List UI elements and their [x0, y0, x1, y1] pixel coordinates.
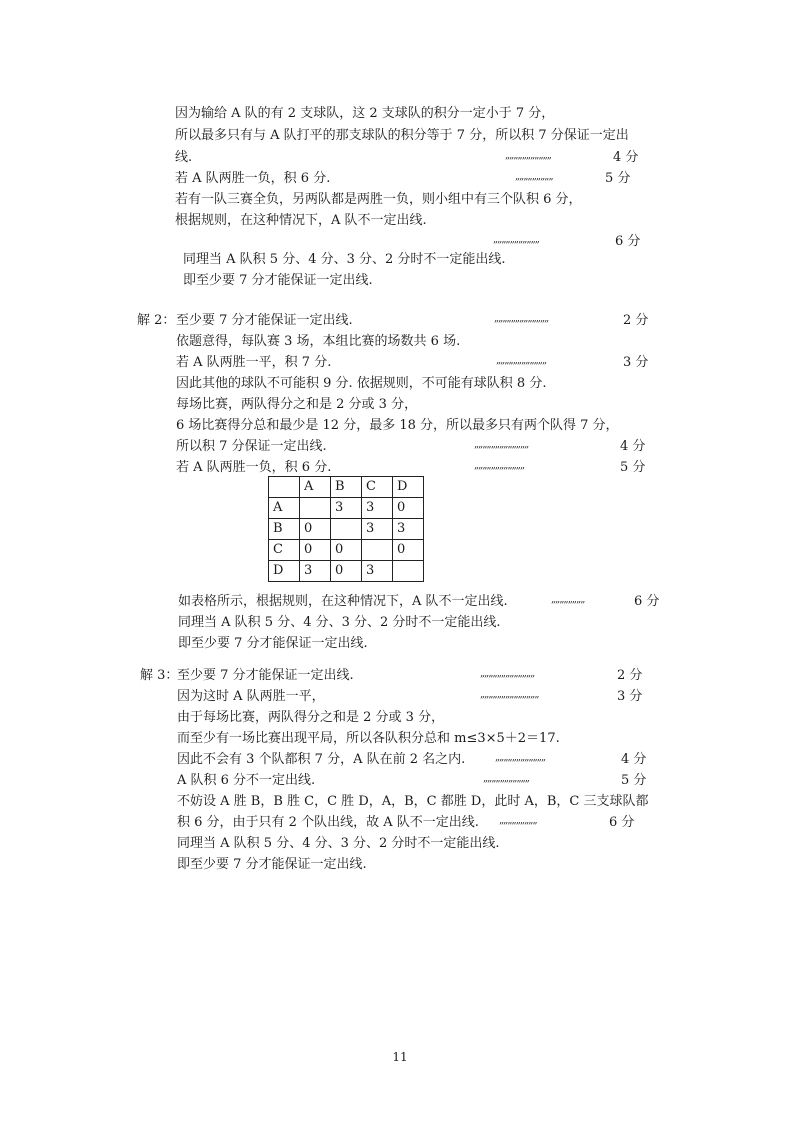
table-cell	[393, 561, 424, 582]
table-cell	[331, 519, 362, 540]
text-line: 至少要 7 分才能保证一定出线. „„„„„„„„„„„„„ 2 分	[176, 311, 656, 331]
table-cell: C	[269, 540, 300, 561]
table-cell: 3	[362, 519, 393, 540]
table-row	[269, 561, 424, 582]
score-table	[268, 476, 424, 582]
dot-leader: „„„„„„„„„„„„„	[480, 668, 535, 679]
table-cell: B	[331, 477, 362, 498]
table-cell	[300, 498, 331, 519]
table-cell: 3	[362, 498, 393, 519]
table-row	[269, 519, 424, 540]
text-line: 如表格所示，根据规则，在这种情况下，A 队不一定出线. „„„„„„„„ 6 分	[178, 592, 668, 612]
text-line: 若 A 队两胜一负，积 6 分. „„„„„„„„„ 5 分	[175, 169, 645, 189]
table-cell	[269, 477, 300, 498]
table-cell: 0	[331, 561, 362, 582]
solution-3-label: 解 3：	[140, 668, 179, 683]
text-line: A 队积 6 分不一定出线. „„„„„„„„„„„ 5 分	[177, 771, 657, 791]
table-cell: A	[269, 498, 300, 519]
score-mark: 6 分	[634, 594, 660, 609]
score-mark: 6 分	[615, 234, 641, 249]
table-cell: 3	[362, 561, 393, 582]
dot-leader: „„„„„„„„„	[515, 171, 553, 182]
score-mark: 5 分	[605, 171, 631, 186]
table-header-row	[269, 477, 424, 498]
table-cell: 3	[393, 519, 424, 540]
dot-leader: „„„„„„„„„„„	[493, 234, 539, 245]
table-cell: 0	[331, 540, 362, 561]
table-cell: A	[300, 477, 331, 498]
table-cell	[362, 540, 393, 561]
dot-leader: „„„„„„„„„„„„„„	[480, 689, 539, 700]
table-row	[269, 540, 424, 561]
text-line	[175, 232, 645, 252]
text-line: 若 A 队两胜一平，积 7 分. „„„„„„„„„„„„ 3 分	[176, 353, 656, 373]
text-line: 因为这时 A 队两胜一平， „„„„„„„„„„„„„„ 3 分	[177, 687, 657, 707]
table-cell: C	[362, 477, 393, 498]
table-cell: 0	[300, 519, 331, 540]
table-cell: 0	[393, 498, 424, 519]
text-line: 所以积 7 分保证一定出线. „„„„„„„„„„„„„ 4 分	[176, 437, 656, 457]
score-mark: 5 分	[620, 460, 646, 475]
text-line: 线. „„„„„„„„„„„ 4 分	[175, 148, 645, 168]
score-mark: 5 分	[621, 773, 647, 788]
text-line: 积 6 分，由于只有 2 个队出线，故 A 队不一定出线. „„„„„„„„„ 6 分	[177, 813, 657, 833]
dot-leader: „„„„„„„„„„„	[505, 150, 551, 161]
dot-leader: „„„„„„„„„„„„	[474, 460, 525, 471]
dot-leader: „„„„„„„„„„„„„	[474, 439, 529, 450]
score-mark: 3 分	[623, 355, 649, 370]
text-line: 因此不会有 3 个队都积 7 分，A 队在前 2 名之内. „„„„„„„„„„„„ 4 分	[177, 750, 657, 770]
score-mark: 3 分	[617, 689, 643, 704]
dot-leader: „„„„„„„„„	[499, 815, 537, 826]
text-line: 至少要 7 分才能保证一定出线. „„„„„„„„„„„„„ 2 分	[177, 666, 657, 686]
page-number: 11	[392, 1050, 408, 1064]
table-row	[269, 498, 424, 519]
score-mark: 4 分	[621, 752, 647, 767]
table-cell: D	[269, 561, 300, 582]
dot-leader: „„„„„„„„„„„	[483, 773, 529, 784]
score-mark: 2 分	[623, 313, 649, 328]
table-cell: D	[393, 477, 424, 498]
table-cell: 3	[300, 561, 331, 582]
dot-leader: „„„„„„„„„„„„	[495, 752, 546, 763]
table-cell: 3	[331, 498, 362, 519]
dot-leader: „„„„„„„„„„„„„	[494, 313, 549, 324]
score-mark: 6 分	[609, 815, 635, 830]
dot-leader: „„„„„„„„„„„„	[496, 355, 547, 366]
score-mark: 2 分	[617, 668, 643, 683]
table-cell: 0	[300, 540, 331, 561]
dot-leader: „„„„„„„„	[551, 594, 585, 605]
table-cell: B	[269, 519, 300, 540]
score-mark: 4 分	[620, 439, 646, 454]
text-line: 若 A 队两胜一负，积 6 分. „„„„„„„„„„„„ 5 分	[176, 458, 656, 478]
table-cell: 0	[393, 540, 424, 561]
solution-2-label: 解 2：	[137, 313, 176, 328]
score-mark: 4 分	[613, 150, 639, 165]
